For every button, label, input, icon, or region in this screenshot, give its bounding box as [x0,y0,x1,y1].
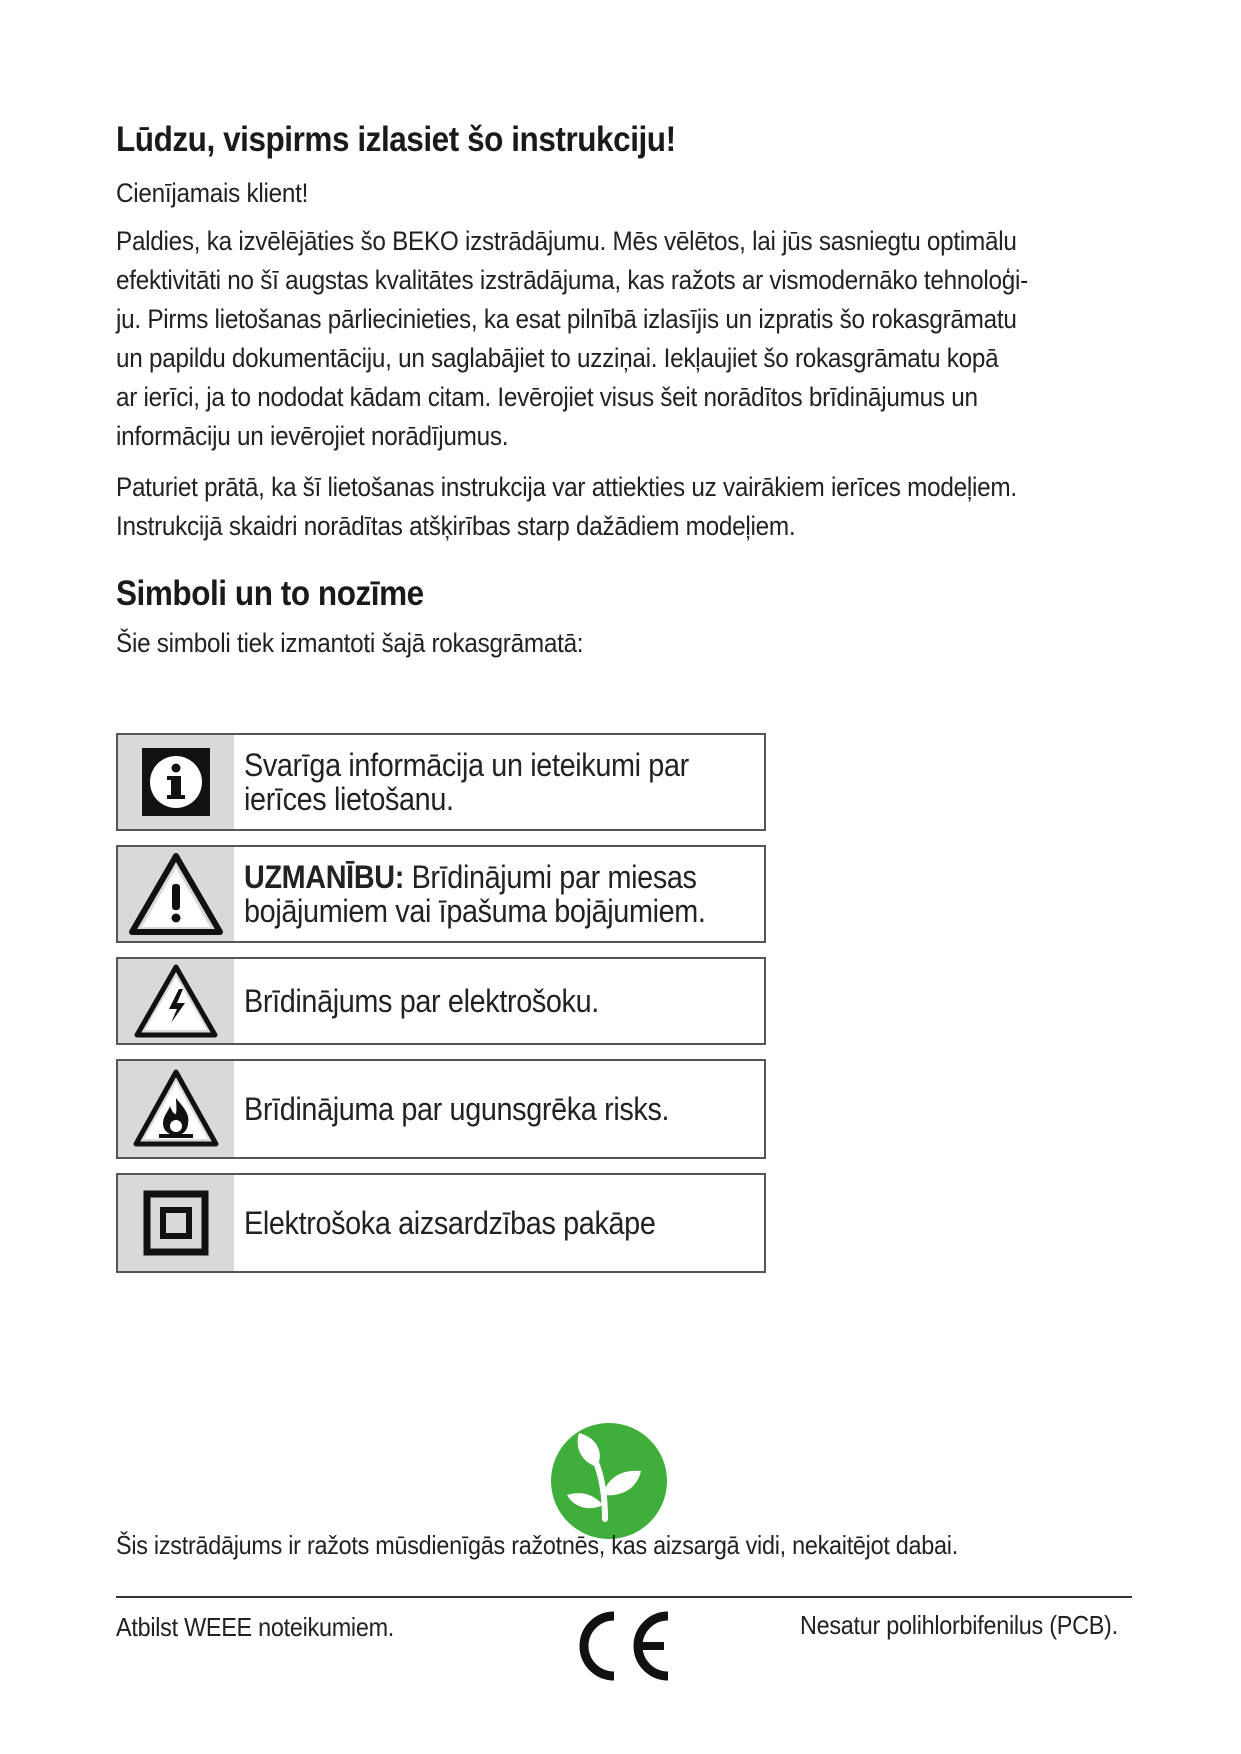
symbols-intro: Šie simboli tiek izmantoti šajā rokasgrāmatā: [116,628,584,658]
intro-line: ar ierīci, ja to nododat kādam citam. Ievērojiet visus šeit norādītos brīdinājumus un [116,382,978,412]
symbol-row [116,1059,766,1159]
symbol-row [116,733,766,831]
eco-leaf-icon [549,1421,669,1541]
intro-line: efektivitāti no šī augstas kvalitātes izstrādājuma, kas ražots ar vismodernāko tehnoloģi- [116,265,1028,295]
models-note-line: Instrukcijā skaidri norādītas atšķirības starp dažādiem modeļiem. [116,511,796,541]
symbol-description [234,959,814,1043]
symbol-row [116,845,766,943]
symbol-text: Svarīga informācija un ieteikumi par ierīces lietošanu. [244,747,689,817]
symbol-bold: UZMANĪBU: [244,859,404,895]
symbols-heading: Simboli un to nozīme [116,574,424,613]
intro-line: ju. Pirms lietošanas pārliecinieties, ka esat pilnībā izlasījis un izpratis šo rokasgrāmatu [116,304,1017,334]
intro-paragraph [116,222,1136,456]
symbol-text: Brīdinājums par elektrošoku. [244,983,599,1019]
models-note [116,468,1136,546]
symbol-row [116,1173,766,1273]
intro-line: informāciju un ievērojiet norādījumus. [116,421,509,451]
page-title: Lūdzu, vispirms izlasiet šo instrukciju! [116,120,676,159]
intro-line: Paldies, ka izvēlējāties šo BEKO izstrādājumu. Mēs vēlētos, lai jūs sasniegtu optimālu [116,226,1017,256]
ce-mark-icon [570,1608,674,1689]
electric-shock-icon [118,959,234,1043]
eco-statement: Šis izstrādājums ir ražots mūsdienīgās ražotnēs, kas aizsargā vidi, nekaitējot dabai. [116,1530,958,1560]
info-icon [118,735,234,829]
intro-line: un papildu dokumentāciju, un saglabājiet to uzziņai. Iekļaujiet šo rokasgrāmatu kopā [116,343,999,373]
footer-divider [116,1596,1132,1598]
symbol-description [234,1175,814,1271]
symbol-text: Brīdinājuma par ugunsgrēka risks. [244,1091,670,1127]
symbol-row [116,957,766,1045]
intro-section [116,120,1136,663]
greeting: Cienījamais klient! [116,178,309,208]
symbols-table [116,733,766,1287]
warning-icon [118,847,234,941]
models-note-line: Paturiet prātā, ka šī lietošanas instrukcija var attiekties uz vairākiem ierīces modeļiem. [116,472,1017,502]
symbol-description [234,1061,814,1157]
fire-hazard-icon [118,1061,234,1157]
weee-note: Atbilst WEEE noteikumiem. [116,1612,395,1642]
symbol-description [234,847,814,941]
symbol-text: Brīdinājumi par miesas bojājumiem vai īpašuma bojājumiem. [244,859,706,929]
symbol-description [234,735,814,829]
pcb-note: Nesatur polihlorbifenilus (PCB). [800,1610,1118,1640]
double-insulation-icon [118,1175,234,1271]
symbol-text: Elektrošoka aizsardzības pakāpe [244,1205,656,1241]
